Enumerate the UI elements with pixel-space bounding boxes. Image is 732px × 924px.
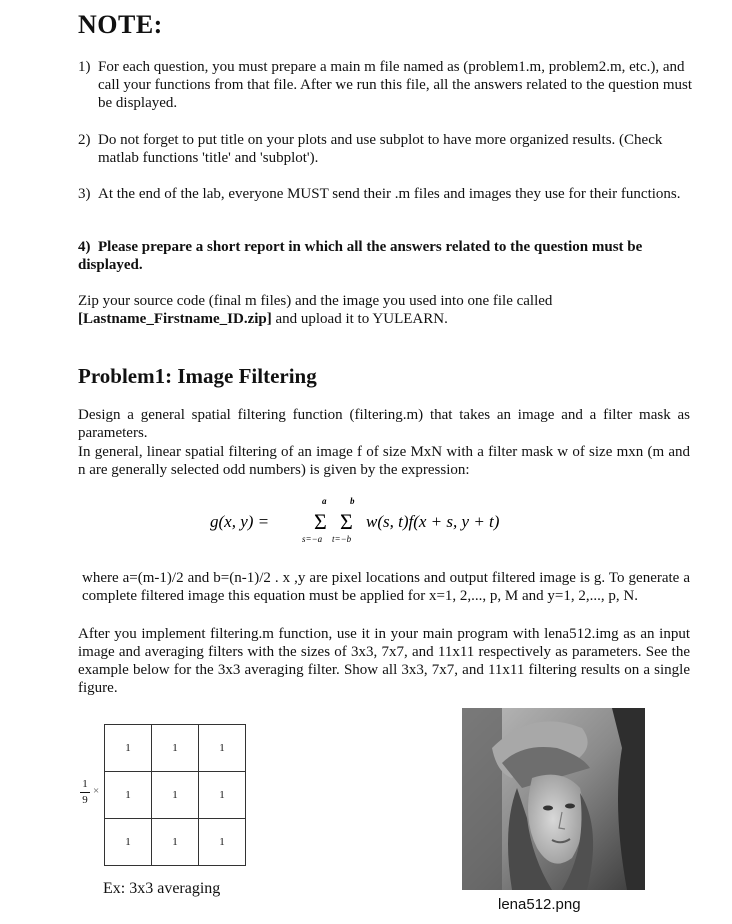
filtering-equation: [200, 496, 580, 546]
note-item-number: 4): [78, 239, 91, 255]
note-item-text: Please prepare a short report in which all the answers related to the question must be displayed.: [78, 239, 643, 273]
note-heading: NOTE:: [78, 10, 163, 39]
note-item-number: 3): [78, 186, 91, 202]
fraction-bar: [80, 792, 90, 793]
problem-heading: Problem1: Image Filtering: [78, 364, 317, 388]
problem-paragraph-1: Design a general spatial filtering function (filtering.m) that takes an image and a filter mask as parameters.: [78, 407, 690, 441]
mask-cell: 1: [199, 725, 246, 772]
zip-text-1: Zip your source code (final m files) and the image you used into one file called: [78, 293, 553, 309]
mask-cell: 1: [199, 819, 246, 866]
lena-image: [462, 708, 645, 890]
sum1-upper-limit: a: [322, 496, 327, 506]
averaging-mask-table: [104, 724, 246, 866]
note-item-4: [78, 238, 693, 274]
equation-lhs: g(x, y) =: [210, 512, 270, 531]
sum1-lower-limit: s=−a: [302, 534, 323, 544]
mask-cell: 1: [105, 725, 152, 772]
sum1-sigma: Σ: [314, 509, 327, 534]
mask-cell: 1: [105, 819, 152, 866]
mask-cell: 1: [105, 772, 152, 819]
sum2-lower-limit: t=−b: [332, 534, 352, 544]
example-caption: Ex: 3x3 averaging: [103, 880, 221, 897]
mask-cell: 1: [152, 819, 199, 866]
zip-instructions: [78, 292, 690, 328]
table-row: [105, 772, 246, 819]
image-caption: lena512.png: [498, 896, 581, 913]
fraction-numerator: 1: [82, 778, 88, 790]
mask-cell: 1: [152, 772, 199, 819]
table-row: [105, 819, 246, 866]
fraction-denominator: 9: [82, 794, 88, 806]
note-item-number: 1): [78, 59, 91, 75]
zip-filename: [Lastname_Firstname_ID.zip]: [78, 311, 272, 327]
problem-paragraph-4: After you implement filtering.m function, use it in your main program with lena512.img as an input image and averaging filters with the sizes of 3x3, 7x7, and 11x11 respectively as parameters. See the example below for the 3x3 averaging filter. Show all 3x3, 7x7, and 11x11 filtering results on a single figure.: [78, 626, 690, 696]
sum2-upper-limit: b: [350, 496, 355, 506]
note-item-text: At the end of the lab, everyone MUST send their .m files and images they use for their functions.: [98, 186, 681, 202]
note-item-text: For each question, you must prepare a main m file named as (problem1.m, problem2.m, etc.), and call your functions from that file. After we run this file, all the answers related to the question must be displayed.: [98, 59, 693, 111]
problem-paragraph-2: In general, linear spatial filtering of an image f of size MxN with a filter mask w of size mxn (m and n are generally selected odd numbers) is given by the expression:: [78, 444, 690, 478]
problem-paragraph-3: where a=(m-1)/2 and b=(n-1)/2 . x ,y are pixel locations and output filtered image is g. To generate a complete filtered image this equation must be applied for x=1, 2,..., p, M and y=1, 2,..., p, N.: [82, 570, 690, 604]
note-item-3: [78, 185, 693, 203]
note-item-text: Do not forget to put title on your plots and use subplot to have more organized results. (Check matlab functions 'title' and 'subplot').: [98, 132, 663, 166]
table-row: [105, 725, 246, 772]
note-item-2: [78, 131, 693, 167]
sum2-sigma: Σ: [340, 509, 353, 534]
equation-body: w(s, t)f(x + s, y + t): [366, 512, 500, 531]
times-symbol: ×: [93, 785, 100, 797]
zip-text-2: and upload it to YULEARN.: [271, 311, 448, 327]
note-item-1: [78, 58, 693, 112]
mask-cell: 1: [199, 772, 246, 819]
mask-cell: 1: [152, 725, 199, 772]
note-item-number: 2): [78, 132, 91, 148]
